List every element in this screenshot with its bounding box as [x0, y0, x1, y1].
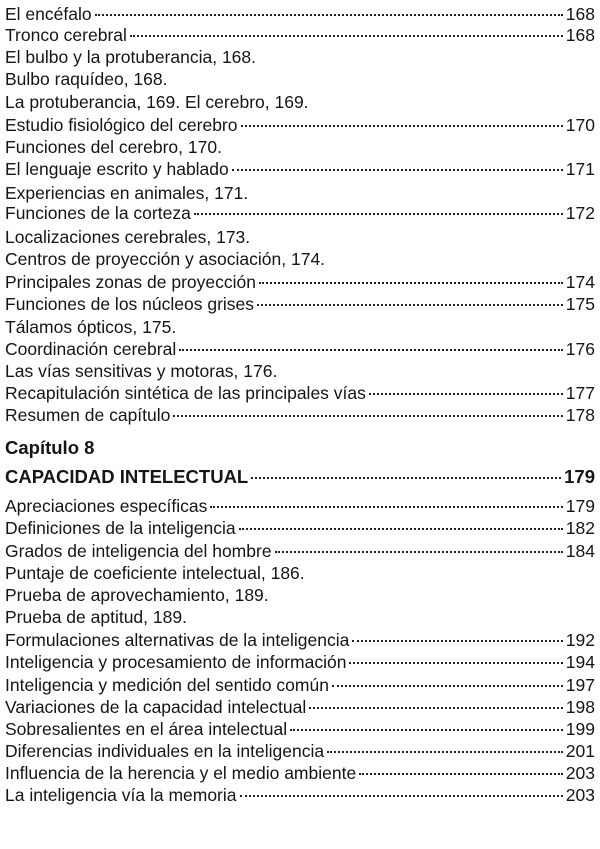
toc-subentry: La protuberancia, 169. El cerebro, 169.	[5, 92, 309, 112]
toc-entry	[5, 784, 595, 806]
toc-page-number: 179	[564, 466, 595, 487]
toc-entry	[5, 696, 595, 718]
dot-leader	[257, 304, 563, 306]
toc-entry-title: Inteligencia y procesamiento de información	[5, 652, 347, 672]
toc-entry-title: Variaciones de la capacidad intelectual	[5, 697, 307, 717]
dot-leader	[352, 640, 562, 642]
dot-leader	[232, 169, 563, 171]
toc-page-number: 175	[565, 294, 595, 314]
toc-page-number: 170	[565, 115, 595, 135]
toc-page-number: 168	[565, 4, 595, 24]
dot-leader	[239, 528, 563, 530]
dot-leader	[210, 506, 562, 508]
toc-entry	[5, 540, 595, 562]
toc-page-number: 197	[565, 675, 595, 695]
toc-page-number: 198	[565, 697, 595, 717]
toc-page-number: 171	[565, 159, 595, 179]
toc-page-number: 199	[565, 719, 595, 739]
toc-page-number: 203	[565, 785, 595, 805]
toc-entry	[5, 158, 595, 180]
toc-entry-title: La inteligencia vía la memoria	[5, 785, 237, 805]
dot-leader	[241, 125, 563, 127]
toc-entry-title: Coordinación cerebral	[5, 339, 177, 359]
toc-entry	[5, 674, 595, 696]
toc-subentry: Centros de proyección y asociación, 174.	[5, 249, 326, 269]
toc-page-number: 192	[565, 630, 595, 650]
toc-page-number: 174	[565, 272, 595, 292]
toc-subentry: Funciones del cerebro, 170.	[5, 137, 222, 157]
toc-subentry: Bulbo raquídeo, 168.	[5, 69, 168, 89]
toc-subentry: Experiencias en animales, 171.	[5, 183, 249, 203]
toc-entry-title: El encéfalo	[5, 4, 92, 24]
dot-leader	[179, 349, 563, 351]
toc-entry-title: Estudio fisiológico del cerebro	[5, 115, 238, 135]
dot-leader	[130, 35, 563, 37]
dot-leader	[369, 393, 563, 395]
toc-entry-title: Apreciaciones específicas	[5, 496, 208, 516]
toc-entry-title: Definiciones de la inteligencia	[5, 518, 236, 538]
toc-entry-title: Resumen de capítulo	[5, 405, 171, 425]
dot-leader	[251, 477, 561, 479]
dot-leader	[173, 415, 562, 417]
dot-leader	[240, 795, 563, 797]
dot-leader	[359, 773, 563, 775]
toc-entry-title: Principales zonas de proyección	[5, 272, 256, 292]
dot-leader	[95, 14, 563, 16]
toc-page-number: 182	[565, 518, 595, 538]
toc-page-number: 172	[565, 203, 595, 223]
toc-entry-title: Influencia de la herencia y el medio ambiente	[5, 763, 357, 783]
toc-entry-title: Funciones de la corteza	[5, 203, 191, 223]
toc-entry-title: CAPACIDAD INTELECTUAL	[5, 466, 249, 487]
toc-page-number: 203	[565, 763, 595, 783]
toc-entry	[5, 202, 595, 224]
toc-subentry: El bulbo y la protuberancia, 168.	[5, 47, 256, 67]
toc-page-number: 184	[565, 541, 595, 561]
toc-subentry: Las vías sensitivas y motoras, 176.	[5, 361, 278, 381]
toc-entry	[5, 271, 595, 293]
toc-entry-title: Tronco cerebral	[5, 25, 127, 45]
dot-leader	[349, 662, 562, 664]
toc-subentry: Tálamos ópticos, 175.	[5, 317, 177, 337]
toc-entry	[5, 114, 595, 136]
toc-entry	[5, 3, 595, 25]
dot-leader	[332, 685, 563, 687]
toc-entry	[5, 404, 595, 426]
toc-subentry: Localizaciones cerebrales, 173.	[5, 227, 251, 247]
toc-subentry: Prueba de aprovechamiento, 189.	[5, 585, 269, 605]
toc-subentry: Puntaje de coeficiente intelectual, 186.	[5, 563, 305, 583]
toc-entry	[5, 762, 595, 784]
toc-page-number: 194	[565, 652, 595, 672]
dot-leader	[290, 729, 563, 731]
toc-entry	[5, 293, 595, 315]
toc-entry	[5, 382, 595, 404]
toc-entry	[5, 517, 595, 539]
dot-leader	[275, 551, 563, 553]
dot-leader	[309, 707, 563, 709]
toc-page-number: 168	[565, 25, 595, 45]
toc-entry-title: Sobresalientes en el área intelectual	[5, 719, 288, 739]
toc-entry	[5, 629, 595, 651]
chapter-heading: Capítulo 8	[5, 437, 95, 458]
toc-entry-title: Grados de inteligencia del hombre	[5, 541, 272, 561]
toc-page-number: 201	[565, 741, 595, 761]
toc-subentry: Prueba de aptitud, 189.	[5, 607, 187, 627]
toc-page-number: 178	[565, 405, 595, 425]
toc-entry	[5, 740, 595, 762]
toc-page-number: 179	[565, 496, 595, 516]
toc-page-number: 177	[565, 383, 595, 403]
toc-entry-title: Inteligencia y medición del sentido común	[5, 675, 329, 695]
toc-entry	[5, 24, 595, 46]
dot-leader	[194, 213, 563, 215]
toc-entry	[5, 718, 595, 740]
dot-leader	[327, 751, 563, 753]
toc-entry-title: Diferencias individuales en la inteligencia	[5, 741, 325, 761]
toc-entry	[5, 495, 595, 517]
dot-leader	[259, 282, 563, 284]
toc-page-number: 176	[565, 339, 595, 359]
toc-entry	[5, 651, 595, 673]
toc-entry-title: El lenguaje escrito y hablado	[5, 159, 229, 179]
toc-entry-title: Funciones de los núcleos grises	[5, 294, 255, 314]
chapter-title-entry	[5, 466, 595, 488]
toc-entry-title: Formulaciones alternativas de la inteligencia	[5, 630, 350, 650]
toc-entry	[5, 338, 595, 360]
toc-entry-title: Recapitulación sintética de las principales vías	[5, 383, 366, 403]
